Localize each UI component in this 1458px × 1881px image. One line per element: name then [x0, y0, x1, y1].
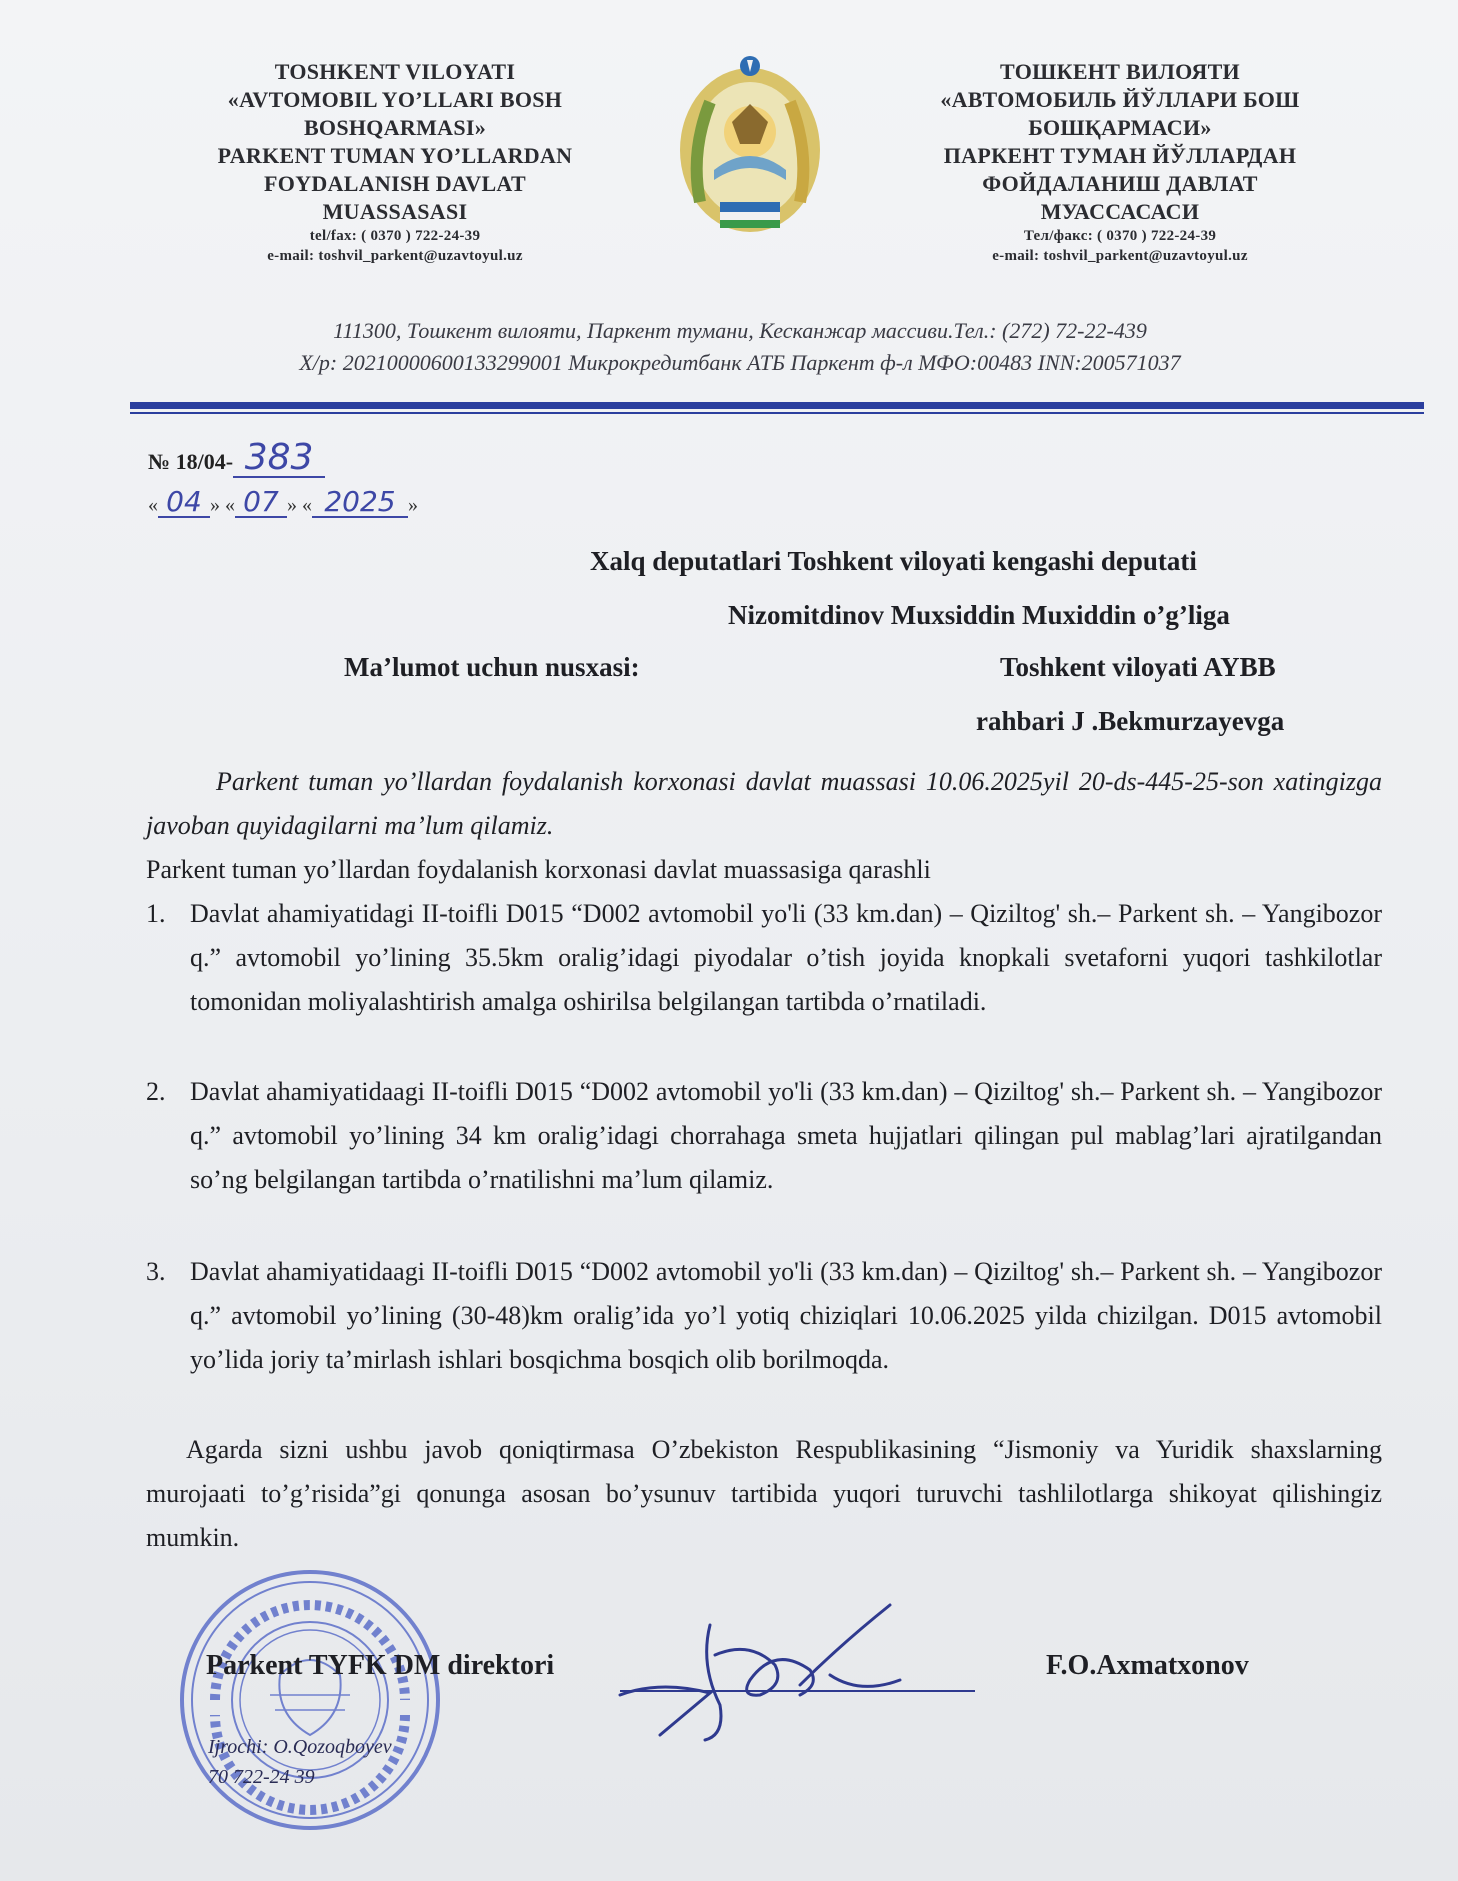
letterhead-line: BOSHQARMASI» — [303, 115, 487, 140]
official-stamp-icon — [175, 1565, 445, 1835]
date-month: 07 — [235, 488, 287, 518]
letterhead-email: e-mail: toshvil_parkent@uzavtoyul.uz — [992, 248, 1248, 264]
list-text: Davlat ahamiyatidaagi II-toifli D015 “D002 avtomobil yo'li (33 km.dan) – Qiziltog' sh.– Parkent sh. – Yangibozor q.” avtomobil yo’lining 34 km oralig’idagi chorrahaga smeta hujjatlari qilingan pul mablag’lari ajratilgandan so’ng belgilangan tartibda o’rnatilishni ma’lum qilamiz. — [190, 1077, 1382, 1194]
letterhead-line: «АВТОМОБИЛЬ ЙЎЛЛАРИ БОШ — [940, 87, 1300, 112]
letter-date: « 04 » « 07 » « 2025 » — [148, 485, 418, 518]
list-number: 2. — [146, 1077, 166, 1106]
letterhead-line: МУАССАСАСИ — [1040, 199, 1200, 224]
date-day: 04 — [158, 488, 210, 518]
intro-paragraph: Parkent tuman yo’llardan foydalanish korxonasi davlat muassasi 10.06.2025yil 20-ds-445-25-son xatingizga javoban quyidagilarni ma’lum qilamiz. — [146, 767, 1382, 840]
executor-phone: 70 722-24 39 — [208, 1766, 315, 1788]
list-item — [146, 892, 1382, 1024]
letterhead-line: ПАРКЕНТ ТУМАН ЙЎЛЛАРДАН — [943, 143, 1297, 168]
reference-number — [148, 437, 325, 478]
bank-details-line: Х/р: 20210000600133299001 Микрокредитбанк АТБ Паркент ф-л МФО:00483 INN:200571037 — [299, 350, 1181, 375]
letterhead-line: «AVTOMOBIL YO’LLARI BOSH — [227, 87, 563, 112]
reference-handwritten-number: 383 — [233, 440, 325, 478]
letterhead-latin — [180, 58, 610, 266]
list-number: 3. — [146, 1257, 166, 1286]
letterhead-tel: Тел/факс: ( 0370 ) 722-24-39 — [1023, 228, 1217, 244]
reference-prefix: № 18/04- — [148, 449, 234, 474]
list-item — [146, 1070, 1382, 1202]
letterhead-tel: tel/fax: ( 0370 ) 722-24-39 — [309, 228, 481, 244]
closing-paragraph: Agarda sizni ushbu javob qoniqtirmasa O’zbekiston Respublikasining “Jismoniy va Yuridik shaxslarning murojaati to’g’risida”gi qonunga asosan bo’ysunuv tartibida yuqori turuvchi tashlilotlarga shikoyat qilishingiz mumkin. — [146, 1435, 1382, 1552]
letterhead-line: TOSHKENT VILOYATI — [274, 59, 516, 84]
signatory-name: F.O.Axmatxonov — [1046, 1650, 1249, 1681]
copy-recipient-2: rahbari J .Bekmurzayevga — [976, 706, 1285, 736]
letterhead-email: e-mail: toshvil_parkent@uzavtoyul.uz — [267, 248, 523, 264]
letterhead-line: FOYDALANISH DAVLAT — [264, 171, 526, 196]
lead-sentence: Parkent tuman yo’llardan foydalanish korxonasi davlat muassasiga qarashli — [146, 855, 931, 884]
executor-name: Ijrochi: O.Qozoqboyev — [208, 1736, 392, 1758]
list-number: 1. — [146, 899, 166, 928]
letterhead-line: ФОЙДАЛАНИШ ДАВЛАТ — [982, 171, 1258, 196]
handwritten-signature-icon — [600, 1585, 940, 1745]
header-divider-thin — [130, 412, 1424, 414]
copy-label: Ma’lumot uchun nusxasi: — [344, 652, 640, 682]
copy-recipient-1: Toshkent viloyati AYBB — [1000, 652, 1276, 682]
address-line: 111300, Тошкент вилояти, Паркент тумани, Кесканжар массиви.Тел.: (272) 72-22-439 — [333, 318, 1147, 343]
list-text: Davlat ahamiyatidagi II-toifli D015 “D002 avtomobil yo'li (33 km.dan) – Qiziltog' sh.– Parkent sh. – Yangibozor q.” avtomobil yo’lining 35.5km oralig’idagi piyodalar o’tish joyida knopkali svetaforni yuqori tashkilotlar tomonidan moliyalashtirish amalga oshirilsa belgilangan tartibda o’rnatiladi. — [190, 899, 1382, 1016]
addressee-line-1: Xalq deputatlari Toshkent viloyati kengashi deputati — [590, 546, 1197, 576]
signatory-title: Parkent TYFK DM direktori — [206, 1650, 555, 1681]
executor-info — [208, 1732, 392, 1792]
letterhead-line: MUASSASASI — [322, 199, 468, 224]
letterhead-line: ТОШКЕНТ ВИЛОЯТИ — [1000, 59, 1240, 84]
letterhead-line: PARKENT TUMAN YO’LLARDAN — [217, 143, 573, 168]
letterhead-cyrillic — [885, 58, 1355, 266]
list-item — [146, 1250, 1382, 1382]
addressee-line-2: Nizomitdinov Muxsiddin Muxiddin o’g’liga — [728, 600, 1230, 630]
state-emblem-icon — [670, 52, 830, 242]
letterhead-line: БОШҚАРМАСИ» — [1028, 115, 1212, 140]
header-divider — [130, 402, 1424, 409]
list-text: Davlat ahamiyatidaagi II-toifli D015 “D002 avtomobil yo'li (33 km.dan) – Qiziltog' sh.– Parkent sh. – Yangibozor q.” avtomobil yo’lining (30-48)km oralig’ida yo’l yotiq chiziqlari 10.06.2025 yilda chizilgan. D015 avtomobil yo’lida joriy ta’mirlash ishlari bosqichma bosqich olib borilmoqda. — [190, 1257, 1382, 1374]
date-year: 2025 — [312, 488, 408, 518]
